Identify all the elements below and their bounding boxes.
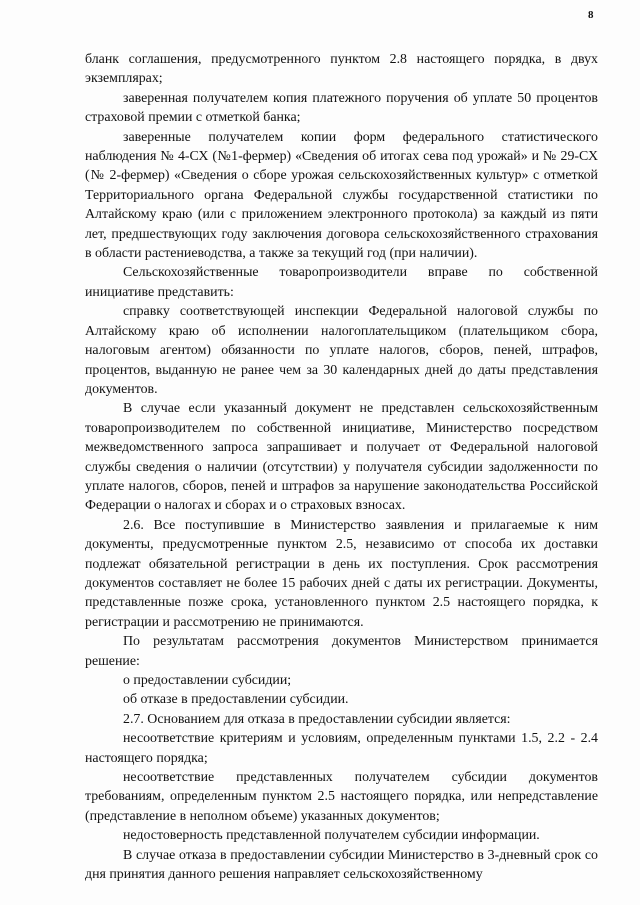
paragraph-6: В случае если указанный документ не представлен сельскохозяйственным товаропроизводителем по собственной инициативе, Министерство посредством межведомственного запроса запрашивает и получает от Федеральной налоговой службы сведения о наличии (отсутствии) у получателя субсидии задолженности по уплате налогов, сборов, пеней и штрафов за нарушение законодательства Российской Федерации о налогах и сборах и о страховых взносах. xyxy=(85,401,598,514)
paragraph-5: справку соответствующей инспекции Федеральной налоговой службы по Алтайскому краю об исполнении налогоплательщиком (плательщиком сбора, налоговым агентом) обязанности по уплате налогов, сборов, пеней, штрафов, процентов, выданную не ранее чем за 30 календарных дней до даты представления документов. xyxy=(85,304,598,397)
paragraph-10: об отказе в предоставлении субсидии. xyxy=(123,692,349,708)
paragraph-1: бланк соглашения, предусмотренного пунктом 2.8 настоящего порядка, в двух экземплярах; xyxy=(85,52,598,87)
paragraph-2: заверенная получателем копия платежного поручения об уплате 50 процентов страховой премии с отметкой банка; xyxy=(85,90,598,126)
paragraph-7: 2.6. Все поступившие в Министерство заявления и прилагаемые к ним документы, предусмотренные пунктом 2.5, независимо от способа их доставки подлежат обязательной регистрации в день их поступления. Срок рассмотрения документов составляет не более 15 рабочих дней с даты их регистрации. Документы, представленные позже срока, установленного пунктом 2.5 настоящего порядка, к регистрации и рассмотрению не принимаются. xyxy=(85,517,598,630)
paragraph-15: В случае отказа в предоставлении субсидии Министерство в 3-дневный срок со дня принятия данного решения направляет сельскохозяйственному xyxy=(85,847,598,883)
paragraph-11: 2.7. Основанием для отказа в предоставлении субсидии является: xyxy=(123,711,511,727)
paragraph-12: несоответствие критериям и условиям, определенным пунктами 1.5, 2.2 - 2.4 настоящего порядка; xyxy=(85,731,598,766)
paragraph-3: заверенные получателем копии форм федерального статистического наблюдения № 4-СХ (№1-фермер) «Сведения об итогах сева под урожай» и № 29-СХ (№ 2-фермер) «Сведения о сборе урожая сельскохозяйственных культур» с отметкой Территориального органа Федеральной службы государственной статистики по Алтайскому краю (или с приложением электронного протокола) за каждый из пяти лет, предшествующих году заключения договора сельскохозяйственного страхования в области растениеводства, а также за текущий год (при наличии). xyxy=(85,129,598,262)
paragraph-4: Сельскохозяйственные товаропроизводители вправе по собственной инициативе представить: xyxy=(85,265,598,300)
paragraph-14: недостоверность представленной получателем субсидии информации. xyxy=(123,828,540,844)
page-number: 8 xyxy=(588,9,594,21)
document-body xyxy=(85,50,598,884)
paragraph-9: о предоставлении субсидии; xyxy=(123,673,292,688)
paragraph-8: По результатам рассмотрения документов Министерством принимается решение: xyxy=(85,634,598,669)
paragraph-13: несоответствие представленных получателем субсидии документов требованиям, определенным пунктом 2.5 настоящего порядка, или непредставление (представление в неполном объеме) указанных документов; xyxy=(85,770,598,824)
